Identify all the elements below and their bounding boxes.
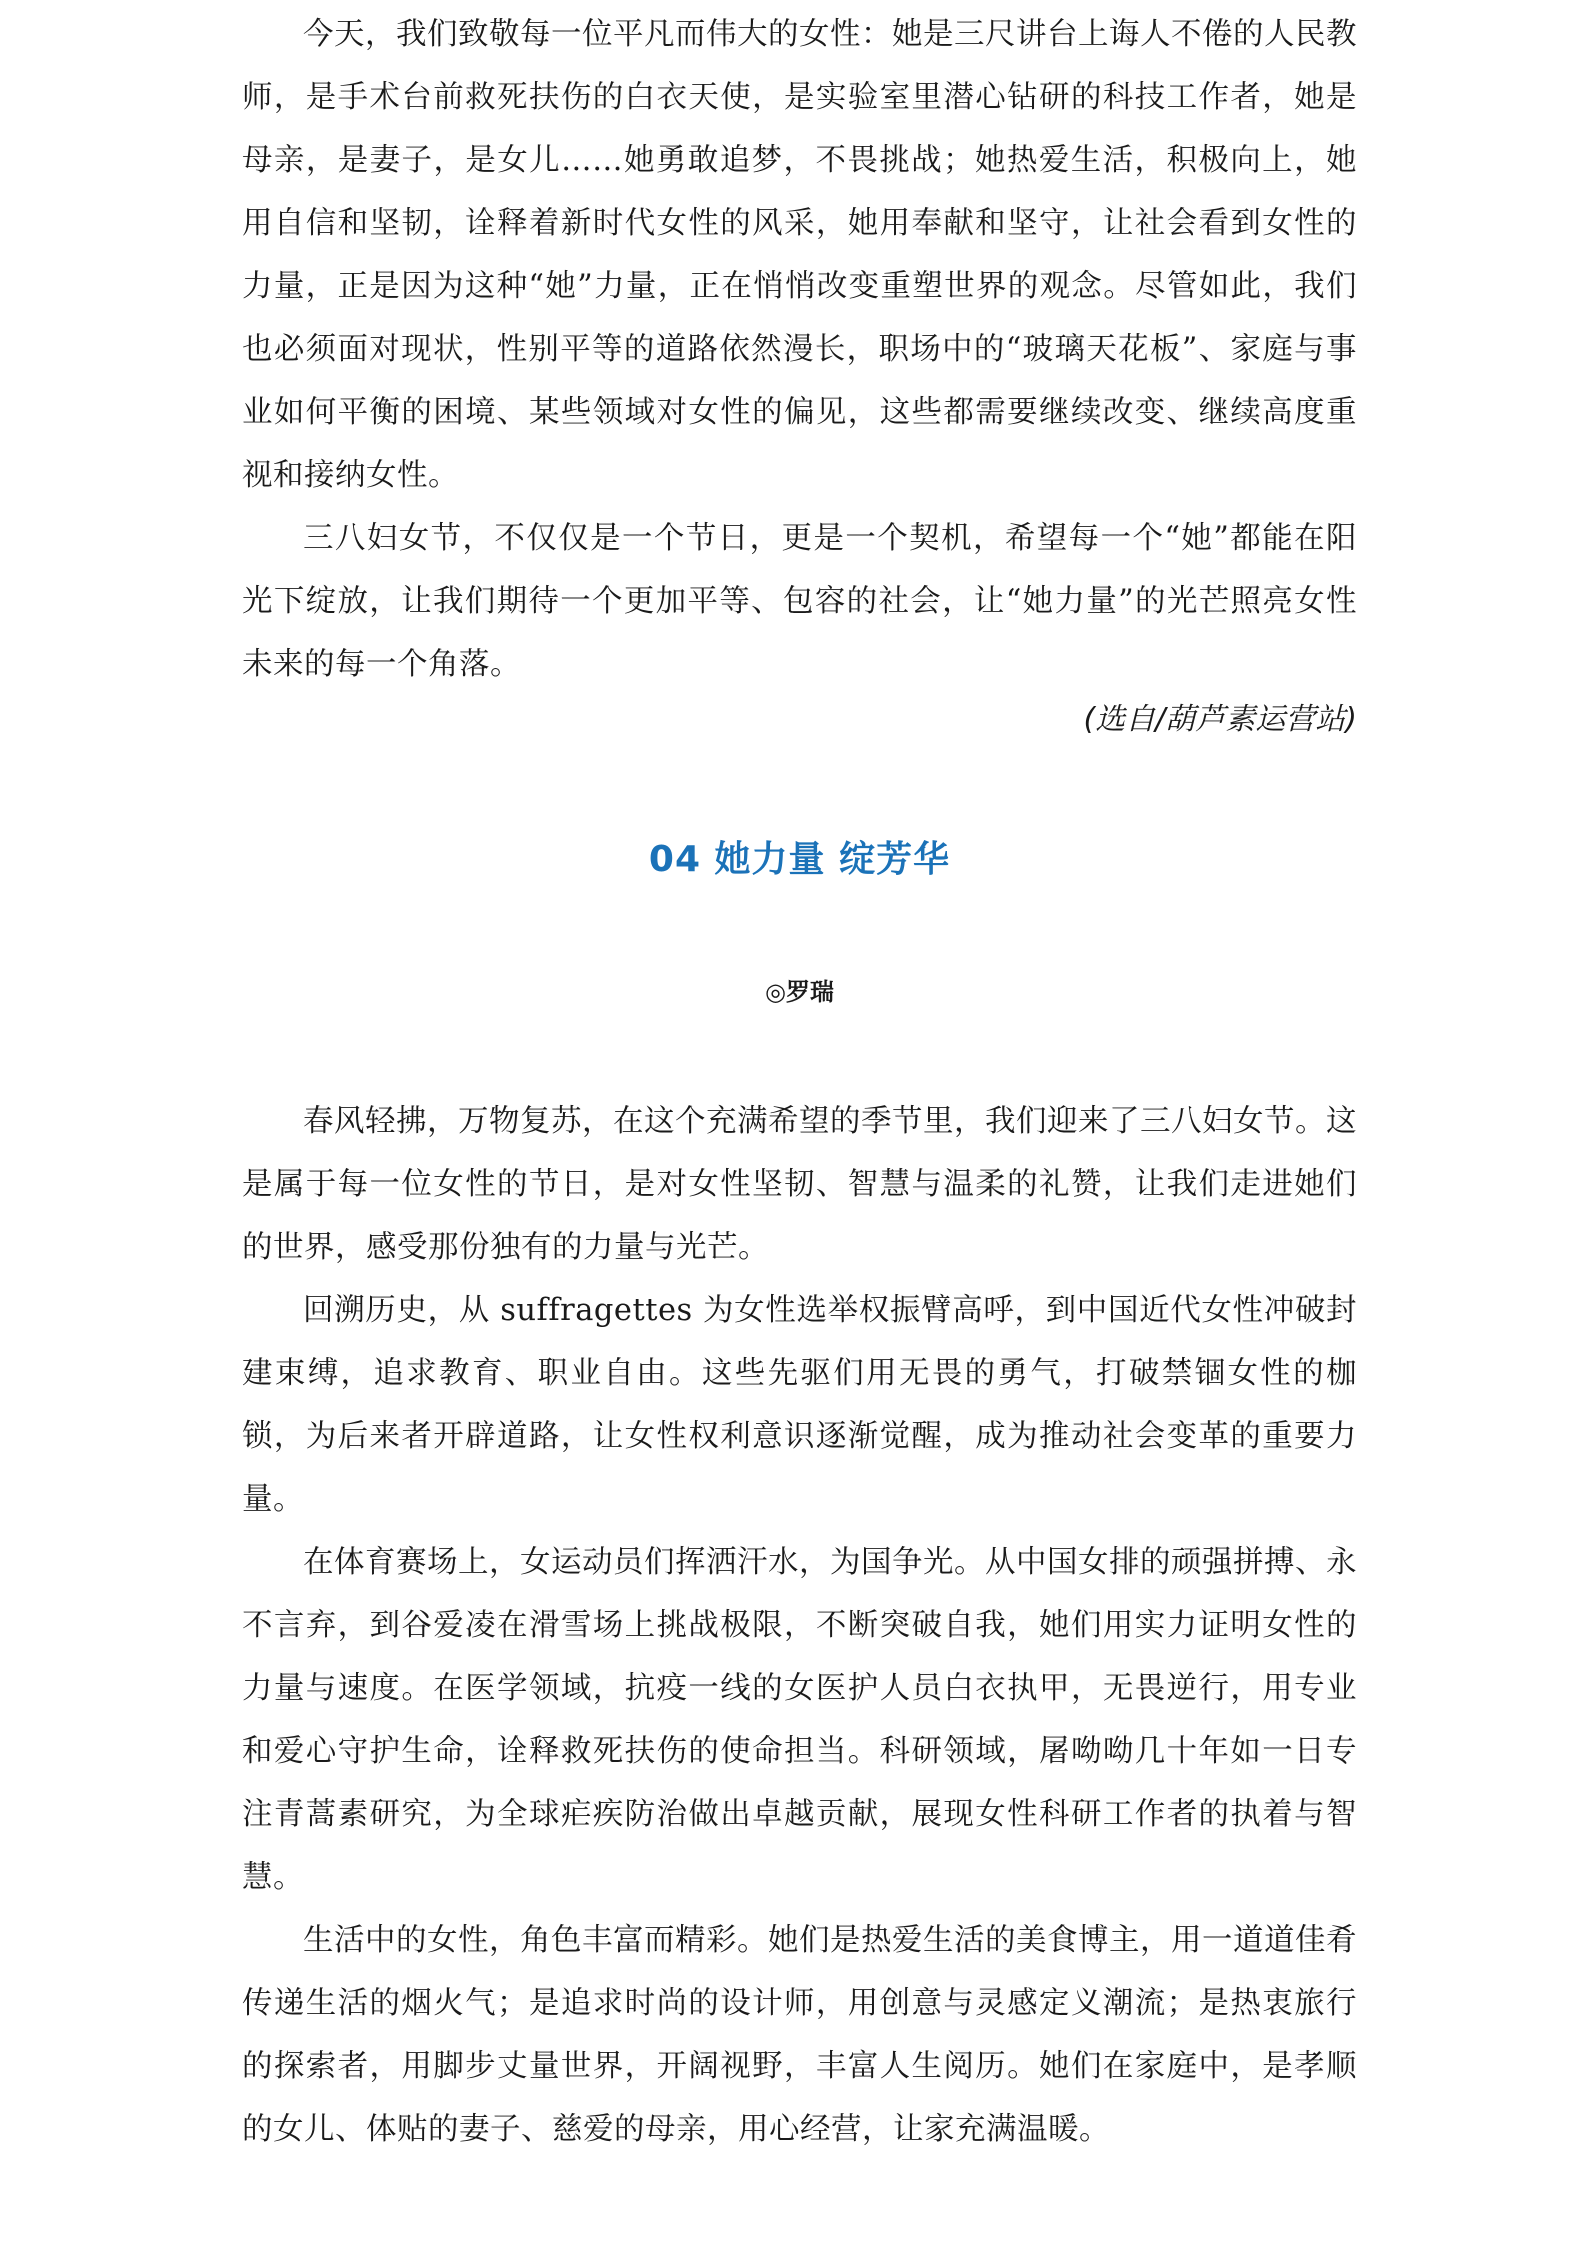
previous-article-body [242, 3, 1357, 696]
paragraph: 春风轻拂，万物复苏，在这个充满希望的季节里，我们迎来了三八妇女节。这是属于每一位女性的节日，是对女性坚韧、智慧与温柔的礼赞，让我们走进她们的世界，感受那份独有的力量与光芒。 [242, 1104, 1357, 1265]
paragraph: 回溯历史，从 suffragettes 为女性选举权振臂高呼，到中国近代女性冲破封建束缚，追求教育、职业自由。这些先驱们用无畏的勇气，打破禁锢女性的枷锁，为后来者开辟道路，让女性权利意识逐渐觉醒，成为推动社会变革的重要力量。 [242, 1293, 1357, 1517]
paragraph: 今天，我们致敬每一位平凡而伟大的女性：她是三尺讲台上诲人不倦的人民教师，是手术台前救死扶伤的白衣天使，是实验室里潜心钻研的科技工作者，她是母亲，是妻子，是女儿……她勇敢追梦，不畏挑战；她热爱生活，积极向上，她用自信和坚韧，诠释着新时代女性的风采，她用奉献和坚守，让社会看到女性的力量，正是因为这种“她”力量，正在悄悄改变重塑世界的观念。尽管如此，我们也必须面对现状，性别平等的道路依然漫长，职场中的“玻璃天花板”、家庭与事业如何平衡的困境、某些领域对女性的偏见，这些都需要继续改变、继续高度重视和接纳女性。 [242, 17, 1357, 493]
author-byline: ◎罗瑞 [765, 978, 834, 1006]
article-body [242, 1090, 1357, 2161]
article-title: 04 她力量 绽芳华 [648, 839, 951, 880]
paragraph: 生活中的女性，角色丰富而精彩。她们是热爱生活的美食博主，用一道道佳肴传递生活的烟火气；是追求时尚的设计师，用创意与灵感定义潮流；是热衷旅行的探索者，用脚步丈量世界，开阔视野，丰富人生阅历。她们在家庭中，是孝顺的女儿、体贴的妻子、慈爱的母亲，用心经营，让家充满温暖。 [242, 1923, 1357, 2147]
source-attribution: (选自/葫芦素运营站) [1083, 702, 1357, 737]
paragraph: 三八妇女节，不仅仅是一个节日，更是一个契机，希望每一个“她”都能在阳光下绽放，让我们期待一个更加平等、包容的社会，让“她力量”的光芒照亮女性未来的每一个角落。 [242, 521, 1357, 682]
paragraph: 在体育赛场上，女运动员们挥洒汗水，为国争光。从中国女排的顽强拼搏、永不言弃，到谷爱凌在滑雪场上挑战极限，不断突破自我，她们用实力证明女性的力量与速度。在医学领域，抗疫一线的女医护人员白衣执甲，无畏逆行，用专业和爱心守护生命，诠释救死扶伤的使命担当。科研领域，屠呦呦几十年如一日专注青蒿素研究，为全球疟疾防治做出卓越贡献，展现女性科研工作者的执着与智慧。 [242, 1545, 1357, 1895]
